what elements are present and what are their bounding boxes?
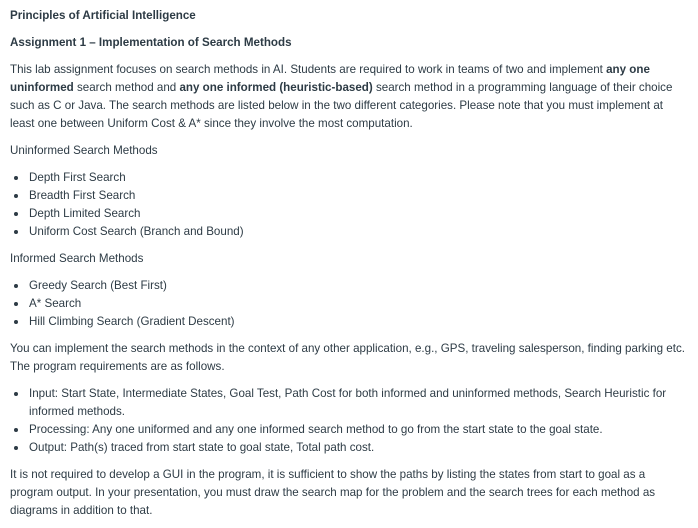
intro-bold-informed: any one informed (heuristic-based)	[179, 81, 373, 94]
intro-text-3: search method in a programming language of their choice such as C or Java. The search methods are listed below in the two different categories. Please note that you must implement at least one between Uniform Cost & A* since they involve the most computation.	[10, 81, 673, 130]
intro-text-1: This lab assignment focuses on search methods in AI. Students are required to work in teams of two and implement	[10, 63, 607, 76]
requirements-list	[10, 385, 688, 457]
course-title: Principles of Artificial Intelligence	[10, 9, 196, 22]
list-item: A* Search	[29, 295, 688, 313]
assignment-title: Assignment 1 – Implementation of Search Methods	[10, 36, 292, 49]
list-item: Hill Climbing Search (Gradient Descent)	[29, 313, 688, 331]
list-item: Breadth First Search	[29, 187, 688, 205]
requirement-input: Input: Start State, Intermediate States, Goal Test, Path Cost for both informed and uninformed methods, Search Heuristic for informed methods.	[29, 385, 688, 421]
list-item: Depth Limited Search	[29, 205, 688, 223]
requirement-output: Output: Path(s) traced from start state to goal state, Total path cost.	[29, 439, 688, 457]
list-item: Greedy Search (Best First)	[29, 277, 688, 295]
context-paragraph: You can implement the search methods in the context of any other application, e.g., GPS, traveling salesperson, finding parking etc. The program requirements are as follows.	[10, 342, 685, 373]
intro-paragraph	[10, 61, 688, 133]
intro-text-2: search method and	[73, 81, 180, 94]
informed-heading: Informed Search Methods	[10, 252, 144, 265]
uninformed-list	[10, 169, 688, 241]
closing-paragraph: It is not required to develop a GUI in the program, it is sufficient to show the paths by listing the states from start to goal as a program output. In your presentation, you must draw the search map for the problem and the search trees for each method as diagrams in addition to that.	[10, 468, 656, 517]
uninformed-heading: Uninformed Search Methods	[10, 144, 158, 157]
intro-bold-uninformed: any one uninformed	[10, 63, 650, 94]
list-item: Depth First Search	[29, 169, 688, 187]
informed-list	[10, 277, 688, 331]
requirement-processing: Processing: Any one uniformed and any one informed search method to go from the start state to the goal state.	[29, 421, 688, 439]
list-item: Uniform Cost Search (Branch and Bound)	[29, 223, 688, 241]
